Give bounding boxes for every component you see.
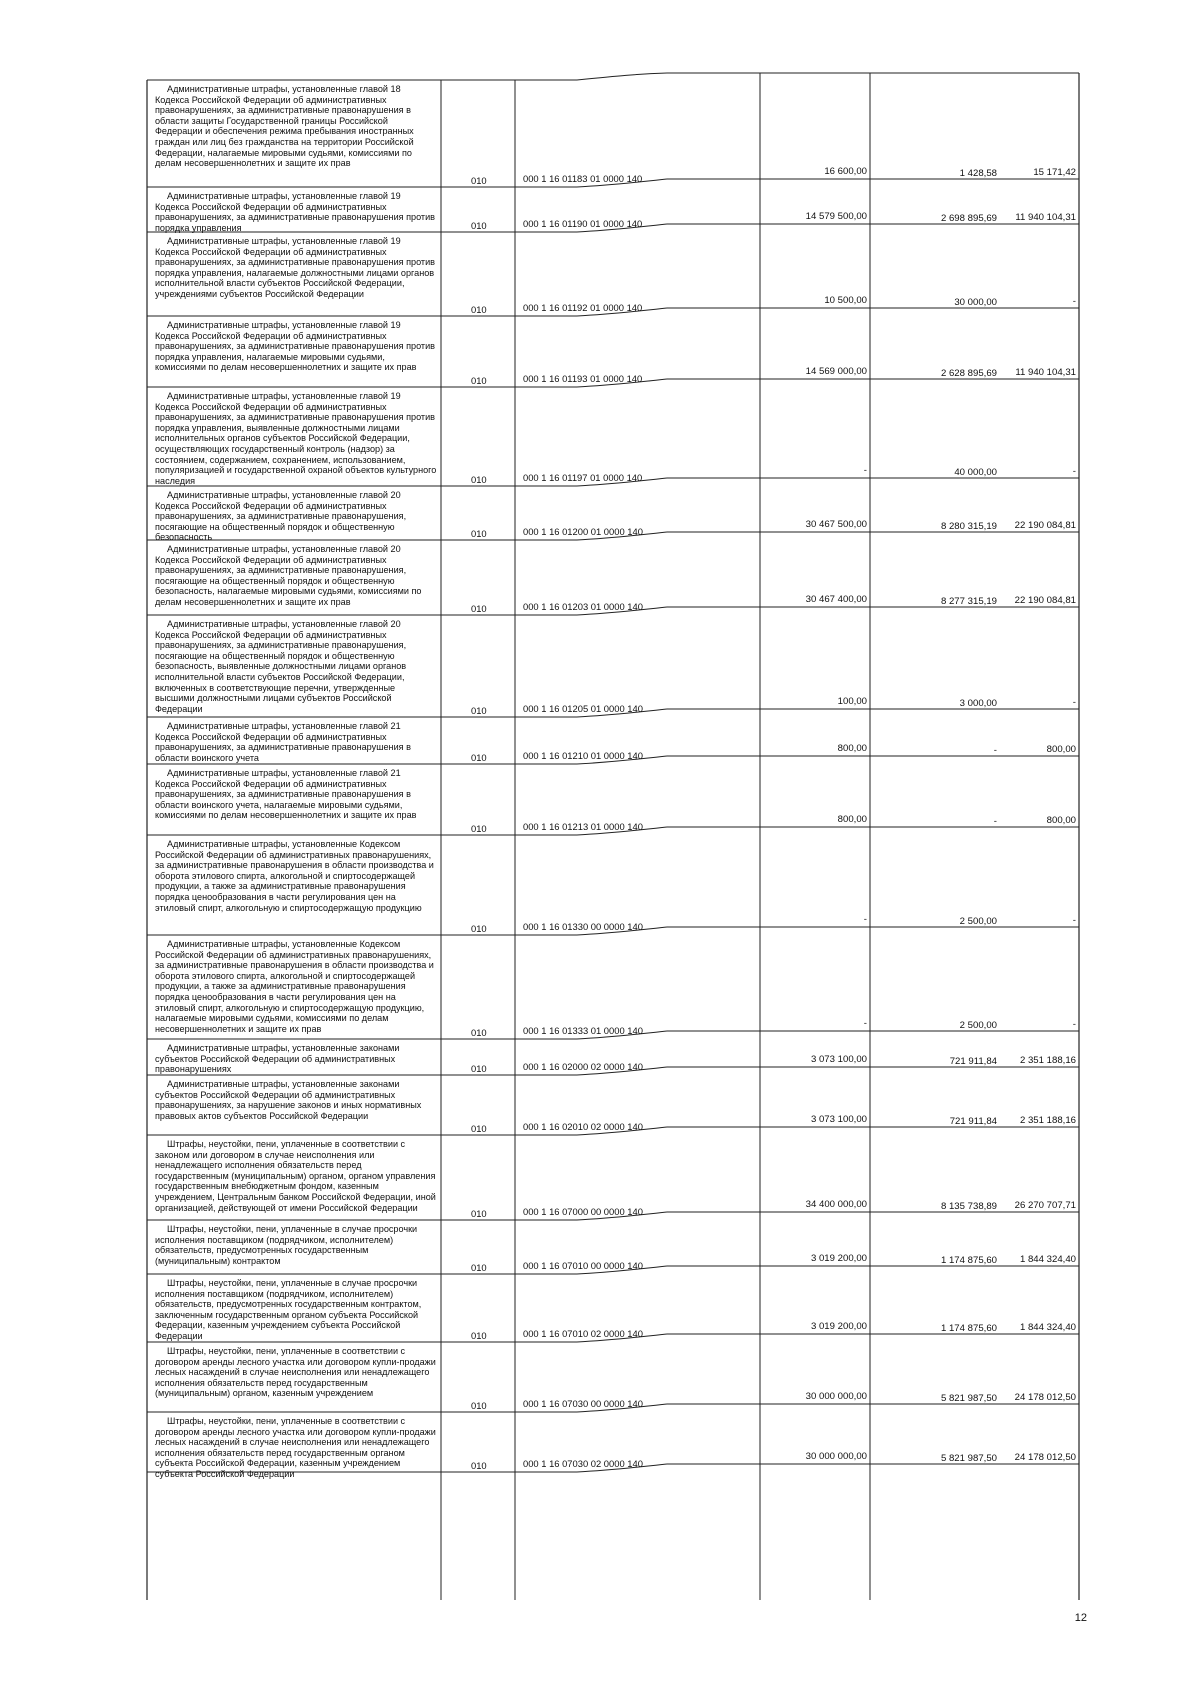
executed-cell: 30 000,00 [954,297,997,308]
budget-code-cell: 000 1 16 01197 01 0000 140 [523,472,643,483]
line-code-cell: 010 [471,304,487,315]
description-cell: Штрафы, неустойки, пени, уплаченные в соответствии с договором аренды лесного участка или договором купли-продажи лесных насаждений в случае неисполнения или ненадлежащего исполнения обязательств перед государственным (муниципальным) органом, казенным учреждением [155,1346,436,1399]
description-cell: Административные штрафы, установленные главой 19 Кодекса Российской Федерации об административных правонарушениях, за административные правонарушения против порядка управления [155,191,436,233]
line-code-cell: 010 [471,1123,487,1134]
line-code-cell: 010 [471,1460,487,1471]
budget-code-cell: 000 1 16 01213 01 0000 140 [523,821,643,832]
approved-cell: 3 019 200,00 [810,1253,867,1264]
line-code-cell: 010 [471,752,487,763]
unexecuted-cell: 1 844 324,40 [1019,1254,1076,1265]
description-cell: Административные штрафы, установленные Кодексом Российской Федерации об административных правонарушениях, за административные правонарушения в области производства и оборота этилового спирта, алкогольной и спиртосодержащей продукции, а также за административные правонарушения порядка ценообразования в части регулирования цен на этиловый спирт, алкогольную и спиртосодержащую продукцию [155,839,434,913]
description-cell: Административные штрафы, установленные главой 18 Кодекса Российской Федерации об административных правонарушениях, за административные правонарушения в области защиты Государственной границы Российской Федерации и обеспечения режима пребывания иностранных граждан или лиц без гражданства на территории Российской Федерации, налагаемые мировыми судьями, комиссиями по делам несовершеннолетних и защите их прав [155,84,414,169]
description-cell: Административные штрафы, установленные законами субъектов Российской Федерации об административных правонарушениях, за нарушение законов и иных нормативных правовых актов субъектов Российской Федерации [155,1079,422,1121]
executed-cell: 1 174 875,60 [940,1255,997,1266]
approved-cell: 30 000 000,00 [805,1391,867,1402]
line-code-cell: 010 [471,823,487,834]
approved-cell: 3 073 100,00 [810,1054,867,1065]
description-cell: Штрафы, неустойки, пени, уплаченные в случае просрочки исполнения поставщиком (подрядчиком, исполнителем) обязательств, предусмотренных государственным контрактом, заключенным государственным органом субъекта Российской Федерации, казенным учреждением субъекта Российской Федерации [155,1278,422,1341]
budget-code-cell: 000 1 16 01190 01 0000 140 [523,218,643,229]
unexecuted-cell: 22 190 084,81 [1014,520,1076,531]
executed-cell: 5 821 987,50 [940,1453,997,1464]
executed-cell: 5 821 987,50 [940,1393,997,1404]
report-table [147,72,1079,1600]
unexecuted-cell: - [1072,296,1076,307]
budget-code-cell: 000 1 16 01203 01 0000 140 [523,601,643,612]
approved-cell: 100,00 [837,696,867,707]
line-code-cell: 010 [471,1063,487,1074]
page-number: 12 [1074,1612,1087,1624]
line-code-cell: 010 [471,1400,487,1411]
budget-code-cell: 000 1 16 01330 00 0000 140 [523,921,643,932]
description-cell: Штрафы, неустойки, пени, уплаченные в соответствии с законом или договором в случае неисполнения или ненадлежащего исполнения обязательств перед государственным (муниципальным) органом, органом управления государственным внебюджетным фондом, казенным учреждением, Центральным банком Российской Федерации, иной организацией, действующей от имени Российской Федерации [155,1139,436,1213]
budget-code-cell: 000 1 16 07010 02 0000 140 [523,1328,643,1339]
description-cell: Административные штрафы, установленные главой 19 Кодекса Российской Федерации об административных правонарушениях, за административные правонарушения против порядка управления, выявленные должностными лицами исполнительных органов субъектов Российской Федерации, осуществляющих государственный контроль (надзор) за состоянием, содержанием, сохранением, использованием, популяризацией и государственной охраной объектов культурного наследия [155,391,437,486]
approved-cell: 10 500,00 [824,295,867,306]
unexecuted-cell: 800,00 [1046,815,1076,826]
executed-cell: - [993,745,997,756]
unexecuted-cell: 1 844 324,40 [1019,1322,1076,1333]
unexecuted-cell: 24 178 012,50 [1014,1452,1076,1463]
approved-cell: 800,00 [837,743,867,754]
executed-cell: 3 000,00 [959,698,997,709]
budget-code-cell: 000 1 16 07010 00 0000 140 [523,1260,643,1271]
approved-cell: - [863,1018,867,1029]
description-cell: Административные штрафы, установленные главой 19 Кодекса Российской Федерации об административных правонарушениях, за административные правонарушения против порядка управления, налагаемые должностными лицами органов исполнительной власти субъектов Российской Федерации, учреждениями субъектов Российской Федерации [155,236,436,299]
description-cell: Административные штрафы, установленные законами субъектов Российской Федерации об административных правонарушениях [155,1043,400,1075]
executed-cell: 8 135 738,89 [940,1201,997,1212]
approved-cell: - [863,914,867,925]
budget-code-cell: 000 1 16 02000 02 0000 140 [523,1061,643,1072]
line-code-cell: 010 [471,1262,487,1273]
approved-cell: 3 019 200,00 [810,1321,867,1332]
approved-cell: 34 400 000,00 [805,1199,867,1210]
description-cell: Административные штрафы, установленные Кодексом Российской Федерации об административных правонарушениях, за административные правонарушения в области производства и оборота этилового спирта, алкогольной и спиртосодержащей продукции, а также за административные правонарушения порядка ценообразования в части регулирования цен на этиловый спирт, алкогольную и спиртосодержащую продукцию, налагаемые мировыми судьями, комиссиями по делам несовершеннолетних и защите их прав [155,939,434,1034]
budget-code-cell: 000 1 16 01192 01 0000 140 [523,302,643,313]
unexecuted-cell: - [1072,697,1076,708]
executed-cell: 2 500,00 [959,916,997,927]
unexecuted-cell: 24 178 012,50 [1014,1392,1076,1403]
budget-code-cell: 000 1 16 01200 01 0000 140 [523,526,643,537]
unexecuted-cell: 11 940 104,31 [1015,212,1076,223]
unexecuted-cell: 26 270 707,71 [1014,1200,1076,1211]
approved-cell: 30 000 000,00 [805,1451,867,1462]
approved-cell: 14 569 000,00 [805,366,867,377]
description-cell: Административные штрафы, установленные главой 20 Кодекса Российской Федерации об административных правонарушениях, за административные правонарушения, посягающие на общественный порядок и общественную безопасность, выявленные должностными лицами органов исполнительной власти субъектов Российской Федерации, включенных в соответствующие перечни, утвержденные высшими должностными лицами субъектов Российской Федерации [155,619,407,714]
approved-cell: 16 600,00 [824,166,867,177]
unexecuted-cell: 22 190 084,81 [1014,595,1076,606]
line-code-cell: 010 [471,1330,487,1341]
description-cell: Административные штрафы, установленные главой 21 Кодекса Российской Федерации об административных правонарушениях, за административные правонарушения в области воинского учета, налагаемые мировыми судьями, комиссиями по делам несовершеннолетних и защите их прав [155,768,417,821]
unexecuted-cell: 2 351 188,16 [1019,1115,1076,1126]
unexecuted-cell: 15 171,42 [1033,167,1076,178]
line-code-cell: 010 [471,175,487,186]
executed-cell: 1 428,58 [959,168,997,179]
line-code-cell: 010 [471,923,487,934]
description-cell: Административные штрафы, установленные главой 21 Кодекса Российской Федерации об административных правонарушениях, за административные правонарушения в области воинского учета [155,721,411,763]
budget-code-cell: 000 1 16 01333 01 0000 140 [523,1025,643,1036]
line-code-cell: 010 [471,474,487,485]
budget-code-cell: 000 1 16 07000 00 0000 140 [523,1206,643,1217]
line-code-cell: 010 [471,220,487,231]
executed-cell: - [993,816,997,827]
executed-cell: 2 500,00 [959,1020,997,1031]
approved-cell: 14 579 500,00 [805,211,867,222]
budget-code-cell: 000 1 16 01210 01 0000 140 [523,750,643,761]
budget-code-cell: 000 1 16 01193 01 0000 140 [523,373,643,384]
line-code-cell: 010 [471,1208,487,1219]
line-code-cell: 010 [471,1027,487,1038]
description-cell: Штрафы, неустойки, пени, уплаченные в случае просрочки исполнения поставщиком (подрядчиком, исполнителем) обязательств, предусмотренных государственным (муниципальным) контрактом [155,1224,418,1266]
executed-cell: 8 280 315,19 [940,521,997,532]
approved-cell: 30 467 500,00 [805,519,867,530]
unexecuted-cell: 800,00 [1046,744,1076,755]
line-code-cell: 010 [471,375,487,386]
grid-line [577,73,667,80]
line-code-cell: 010 [471,528,487,539]
approved-cell: 3 073 100,00 [810,1114,867,1125]
description-cell: Административные штрафы, установленные главой 20 Кодекса Российской Федерации об административных правонарушениях, за административные правонарушения, посягающие на общественный порядок и общественную безопасность, налагаемые мировыми судьями, комиссиями по делам несовершеннолетних и защите их прав [155,544,422,607]
description-cell: Административные штрафы, установленные главой 20 Кодекса Российской Федерации об административных правонарушениях, за административные правонарушения, посягающие на общественный порядок и общественную безопасность [155,490,407,543]
unexecuted-cell: - [1072,915,1076,926]
executed-cell: 2 698 895,69 [940,213,997,224]
budget-code-cell: 000 1 16 07030 00 0000 140 [523,1398,643,1409]
executed-cell: 721 911,84 [949,1056,997,1067]
approved-cell: 800,00 [837,814,867,825]
description-cell: Административные штрафы, установленные главой 19 Кодекса Российской Федерации об административных правонарушениях, за административные правонарушения против порядка управления, налагаемые мировыми судьями, комиссиями по делам несовершеннолетних и защите их прав [155,320,436,373]
executed-cell: 721 911,84 [949,1116,997,1127]
executed-cell: 1 174 875,60 [940,1323,997,1334]
budget-code-cell: 000 1 16 01205 01 0000 140 [523,703,643,714]
budget-code-cell: 000 1 16 07030 02 0000 140 [523,1458,643,1469]
approved-cell: 30 467 400,00 [805,594,867,605]
unexecuted-cell: - [1072,1019,1076,1030]
unexecuted-cell: 11 940 104,31 [1015,367,1076,378]
budget-code-cell: 000 1 16 02010 02 0000 140 [523,1121,643,1132]
budget-code-cell: 000 1 16 01183 01 0000 140 [523,173,643,184]
executed-cell: 2 628 895,69 [940,368,997,379]
unexecuted-cell: - [1072,466,1076,477]
executed-cell: 40 000,00 [954,467,997,478]
unexecuted-cell: 2 351 188,16 [1019,1055,1076,1066]
executed-cell: 8 277 315,19 [940,596,997,607]
line-code-cell: 010 [471,603,487,614]
approved-cell: - [863,465,867,476]
description-cell: Штрафы, неустойки, пени, уплаченные в соответствии с договором аренды лесного участка или договором купли-продажи лесных насаждений в случае неисполнения или ненадлежащего исполнения обязательств перед государственным органом субъекта Российской Федерации, казенным учреждением субъекта Российской Федерации [155,1416,436,1479]
line-code-cell: 010 [471,705,487,716]
